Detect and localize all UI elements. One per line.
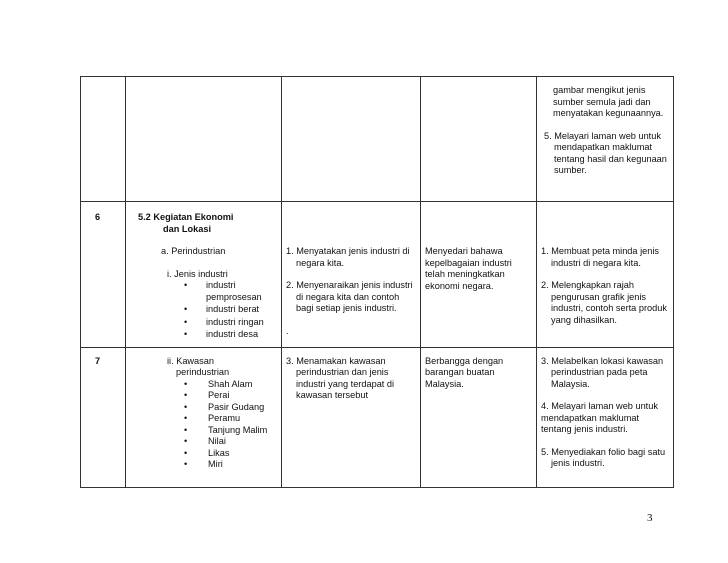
list-item: • Miri [130, 459, 277, 471]
row-number: 6 [95, 212, 101, 222]
topic-subheading: perindustrian [176, 367, 230, 377]
objective-text: . [286, 325, 289, 336]
activities-cell [537, 202, 674, 348]
topic-title: dan Lokasi [163, 223, 211, 234]
list-item: • Likas [130, 448, 277, 460]
topic-subheading: i. Jenis industri [167, 268, 228, 279]
list-item: • Peramu [130, 413, 277, 425]
activity-text: gambar mengikut jenis sumber semula jadi dan menyatakan kegunaannya. [553, 85, 664, 118]
table-row [81, 347, 674, 487]
page-number: 3 [647, 512, 653, 524]
list-item: • Nilai [130, 436, 277, 448]
activities-cell [537, 77, 674, 202]
objectives-cell [282, 202, 421, 348]
activity-text: 4. Melayari laman web untuk mendapatkan maklumat tentang jenis industri. [541, 401, 658, 434]
list-item: • industri ringan [130, 317, 277, 329]
row-number-cell [81, 202, 126, 348]
topic-title: 5.2 Kegiatan Ekonomi [138, 212, 234, 222]
objective-text: 1. Menyatakan jenis industri di negara kita. [286, 246, 410, 268]
activity-text: 3. Melabelkan lokasi kawasan perindustrian pada peta Malaysia. [541, 355, 664, 389]
activity-text: 2. Melengkapkan rajah pengurusan grafik jenis industri, contoh serta produk yang dihasilkan. [541, 280, 667, 325]
activity-text: 5. Menyediakan folio bagi satu jenis industri. [541, 446, 666, 468]
objectives-cell [282, 347, 421, 487]
values-cell [421, 202, 537, 348]
objective-text: 3. Menamakan kawasan perindustrian dan jenis industri yang terdapat di kawasan tersebut [286, 355, 395, 400]
list-item: • Shah Alam [130, 379, 277, 391]
list-item: • industri desa [130, 329, 277, 341]
topic-subheading: a. Perindustrian [161, 246, 226, 256]
row-number-cell [81, 77, 126, 202]
row-number: 7 [95, 355, 101, 366]
topic-subheading: ii. Kawasan [167, 355, 214, 366]
row-number-cell [81, 347, 126, 487]
activities-cell [537, 347, 674, 487]
topic-cell [126, 77, 282, 202]
objectives-cell [282, 77, 421, 202]
objective-text: 2. Menyenaraikan jenis industri di negara kita dan contoh bagi setiap jenis industri. [286, 280, 413, 313]
list-item: • industri pemprosesan [130, 280, 277, 303]
activity-text: 1. Membuat peta minda jenis industri di negara kita. [541, 246, 659, 268]
values-text: Berbangga dengan barangan buatan Malaysia. [425, 355, 504, 389]
values-cell [421, 347, 537, 487]
list-item: • industri berat [130, 304, 277, 316]
values-text: Menyedari bahawa kepelbagaian industri telah meningkatkan ekonomi negara. [425, 246, 512, 291]
topic-cell [126, 202, 282, 348]
values-cell [421, 77, 537, 202]
list-item: • Pasir Gudang [130, 402, 277, 414]
activity-text: 5. Melayari laman web untuk mendapatkan maklumat tentang hasil dan kegunaan sumber. [544, 130, 667, 175]
table-row [81, 77, 674, 202]
lesson-plan-table [80, 76, 674, 488]
list-item: • Tanjung Malim [130, 425, 277, 437]
list-item: • Perai [130, 390, 277, 402]
table-row [81, 202, 674, 348]
topic-cell [126, 347, 282, 487]
